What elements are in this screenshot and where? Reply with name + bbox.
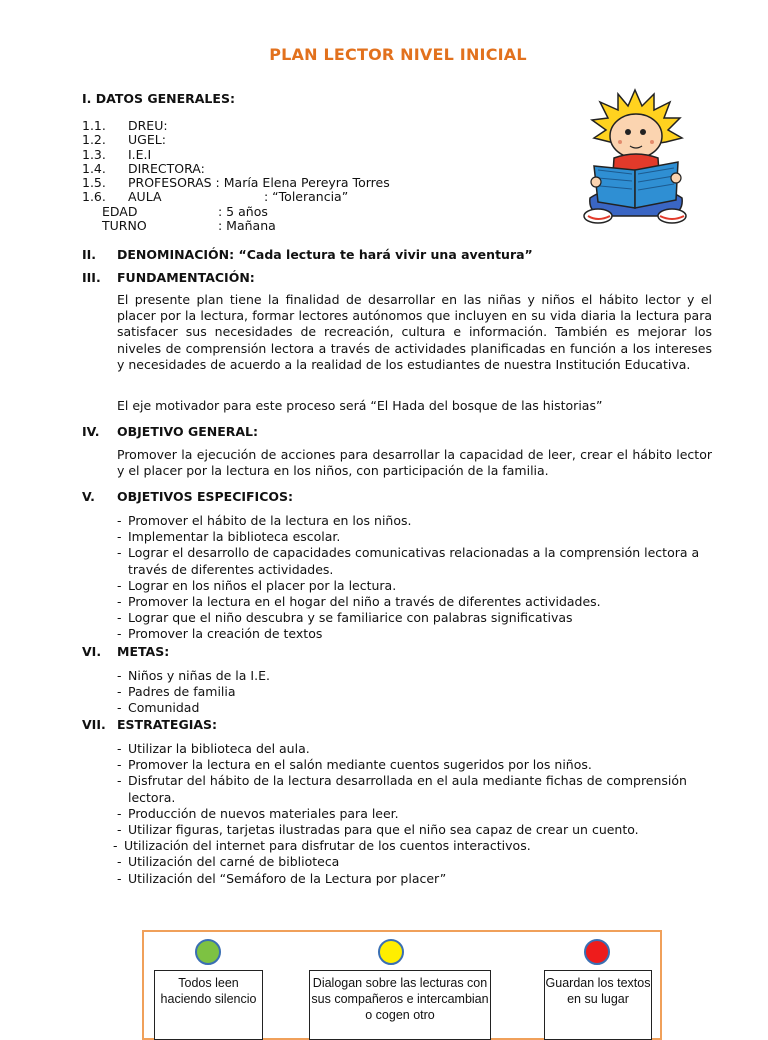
list-item: - Utilización del “Semáforo de la Lectura por placer” bbox=[117, 870, 447, 886]
datos-row-label: AULA bbox=[128, 189, 162, 205]
metas-list bbox=[117, 668, 717, 717]
list-item: - Promover la lectura en el hogar del niño a través de diferentes actividades. bbox=[117, 594, 601, 610]
datos-generales-heading: I. DATOS GENERALES: bbox=[82, 91, 235, 106]
yellow-light-icon bbox=[378, 939, 404, 965]
green-light-icon bbox=[195, 939, 221, 965]
datos-row-number: 1.2. bbox=[82, 132, 106, 148]
list-item: - Promover la lectura en el salón mediante cuentos sugeridos por los niños. bbox=[117, 757, 592, 773]
list-item: - Implementar la biblioteca escolar. bbox=[117, 529, 341, 545]
datos-row-label: UGEL: bbox=[128, 132, 166, 148]
list-item: - Padres de familia bbox=[117, 684, 236, 700]
estrategias-list bbox=[113, 741, 717, 887]
section-7-number: VII. bbox=[82, 717, 106, 732]
edad-value: : 5 años bbox=[218, 203, 268, 219]
list-item: - Promover el hábito de la lectura en los niños. bbox=[117, 513, 412, 528]
list-item: - Producción de nuevos materiales para leer. bbox=[117, 805, 399, 821]
datos-row-number: 1.3. bbox=[82, 146, 106, 162]
fundamentacion-paragraph: El presente plan tiene la finalidad de desarrollar en las niñas y niños el hábito lector y el placer por la lectura, formar lectores autónomos que incluyen en su vida diaria la lectura para satisfacer sus necesidades de recreación, cultura e información. También es mejorar los niveles de comprensión lectora a través de actividades planificadas en función a los intereses y necesidades de acuerdo a la realidad de los estudiantes de nuestra Institución Educativa. bbox=[117, 292, 712, 372]
list-item: - Lograr que el niño descubra y se familiarice con palabras significativas bbox=[117, 610, 573, 626]
list-item: - Niños y niñas de la I.E. bbox=[117, 668, 270, 683]
datos-row-label: PROFESORAS : María Elena Pereyra Torres bbox=[128, 175, 390, 191]
datos-row-number: 1.6. bbox=[82, 189, 106, 205]
datos-row-label: DIRECTORA: bbox=[128, 160, 205, 176]
list-item: - Utilización del internet para disfrutar de los cuentos interactivos. bbox=[113, 838, 531, 854]
list-item: - Comunidad bbox=[117, 700, 200, 716]
turno-value: : Mañana bbox=[218, 218, 276, 234]
eje-motivador-paragraph: El eje motivador para este proceso será “El Hada del bosque de las historias” bbox=[117, 398, 603, 413]
datos-row-number: 1.1. bbox=[82, 118, 106, 133]
objetivos-especificos-heading: OBJETIVOS ESPECIFICOS: bbox=[117, 489, 294, 504]
datos-row-number: 1.5. bbox=[82, 175, 106, 191]
datos-row-label: DREU: bbox=[128, 118, 168, 133]
list-item: - Disfrutar del hábito de la lectura desarrollada en el aula mediante fichas de comprensión lectora. bbox=[117, 773, 687, 805]
list-item: - Lograr el desarrollo de capacidades comunicativas relacionadas a la comprensión lectora a través de diferentes actividades. bbox=[117, 545, 700, 577]
section-4-number: IV. bbox=[82, 424, 100, 439]
estrategias-heading: ESTRATEGIAS: bbox=[117, 717, 218, 732]
objetivo-general-heading: OBJETIVO GENERAL: bbox=[117, 424, 259, 439]
edad-label: EDAD bbox=[102, 203, 138, 219]
datos-row-value: : “Tolerancia” bbox=[264, 189, 349, 205]
child-reading-illustration bbox=[580, 88, 690, 228]
objetivos-especificos-list bbox=[117, 513, 717, 643]
metas-heading: METAS: bbox=[117, 644, 170, 659]
list-item: - Lograr en los niños el placer por la lectura. bbox=[117, 577, 397, 593]
list-item: - Utilización del carné de biblioteca bbox=[117, 854, 340, 870]
green-card: Todos leen haciendo silencio bbox=[154, 970, 263, 1040]
turno-label: TURNO bbox=[102, 218, 147, 234]
datos-row-number: 1.4. bbox=[82, 160, 106, 176]
list-item: - Promover la creación de textos bbox=[117, 626, 323, 642]
section-5-number: V. bbox=[82, 489, 95, 504]
red-light-icon bbox=[584, 939, 610, 965]
list-item: - Utilizar figuras, tarjetas ilustradas para que el niño sea capaz de crear un cuento. bbox=[117, 822, 639, 838]
page-title: PLAN LECTOR NIVEL INICIAL bbox=[269, 45, 527, 64]
denominacion-heading: DENOMINACIÓN: “Cada lectura te hará vivir una aventura” bbox=[117, 247, 533, 262]
section-6-number: VI. bbox=[82, 644, 102, 659]
section-3-number: III. bbox=[82, 270, 101, 285]
objetivo-general-paragraph: Promover la ejecución de acciones para desarrollar la capacidad de leer, crear el hábito lector y el placer por la lectura en los niños, con participación de la familia. bbox=[117, 447, 712, 479]
section-2-number: II. bbox=[82, 247, 97, 262]
fundamentacion-heading: FUNDAMENTACIÓN: bbox=[117, 270, 255, 285]
list-item: - Utilizar la biblioteca del aula. bbox=[117, 741, 310, 756]
datos-row-label: I.E.I bbox=[128, 146, 152, 162]
yellow-card: Dialogan sobre las lecturas con sus compañeros e intercambian o cogen otro bbox=[309, 970, 491, 1040]
red-card: Guardan los textos en su lugar bbox=[544, 970, 652, 1040]
